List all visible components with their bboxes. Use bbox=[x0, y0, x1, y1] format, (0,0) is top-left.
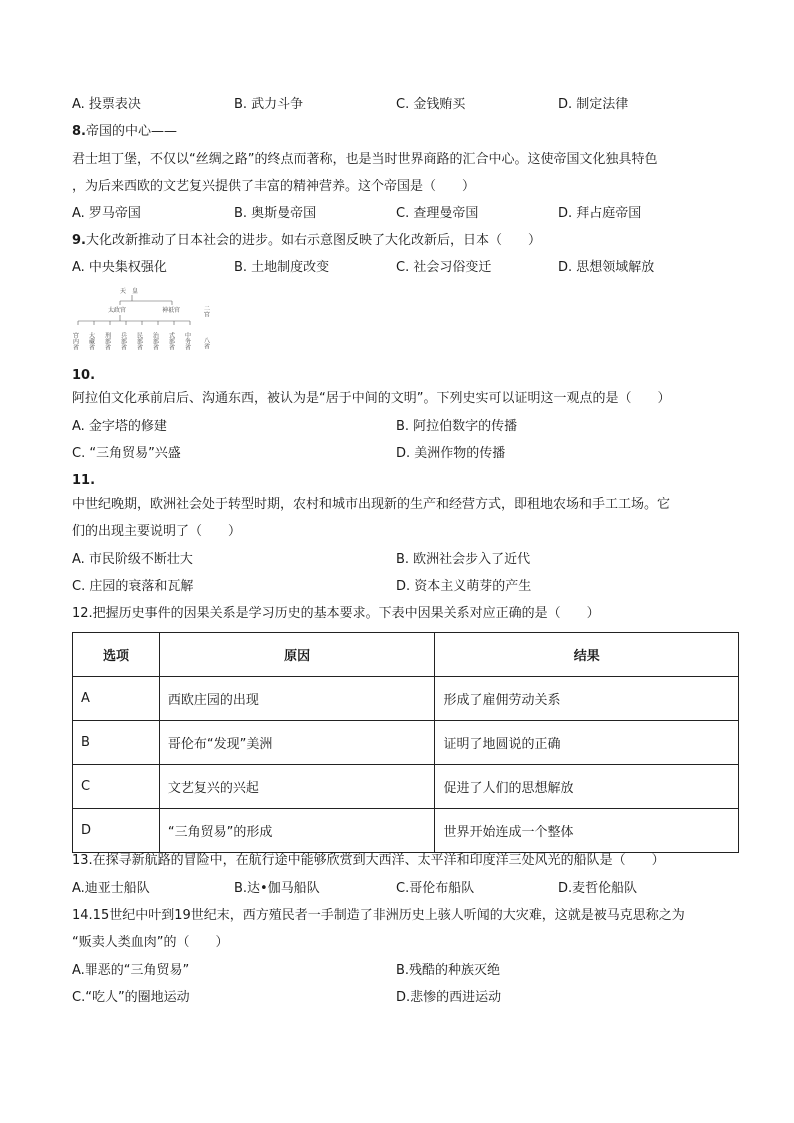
q13-option-b[interactable]: B.达•伽马船队 bbox=[234, 881, 320, 896]
q11-stem-line1: 中世纪晚期，欧洲社会处于转型时期，农村和城市出现新的生产和经营方式，即租地农场和手工工场。它 bbox=[72, 497, 671, 512]
table-row[interactable] bbox=[73, 721, 739, 765]
table-header: 结果 bbox=[435, 633, 739, 677]
q10-option-b[interactable]: B. 阿拉伯数字的传播 bbox=[396, 419, 518, 434]
table-cell: 证明了地圆说的正确 bbox=[435, 721, 739, 765]
q14-option-c[interactable]: C.“吃人”的圈地运动 bbox=[72, 990, 190, 1005]
table-cell: 促进了人们的思想解放 bbox=[435, 765, 739, 809]
diagram-ministry: 民部省 bbox=[135, 332, 143, 350]
table-header: 选项 bbox=[73, 633, 160, 677]
q9-option-a[interactable]: A. 中央集权强化 bbox=[72, 260, 167, 275]
table-cell: 形成了雇佣劳动关系 bbox=[435, 677, 739, 721]
q8-option-d[interactable]: D. 拜占庭帝国 bbox=[558, 206, 642, 221]
table-cell: 世界开始连成一个整体 bbox=[435, 809, 739, 853]
q10-stem: 阿拉伯文化承前启后、沟通东西，被认为是“居于中间的文明”。下列史实可以证明这一观点的是（ ） bbox=[72, 391, 671, 406]
table-cell: A bbox=[73, 677, 160, 721]
q7-option-c[interactable]: C. 金钱贿买 bbox=[396, 97, 466, 112]
diagram-ministry: 宫内省 bbox=[72, 332, 79, 350]
q13-option-c[interactable]: C.哥伦布船队 bbox=[396, 881, 475, 896]
q10-option-a[interactable]: A. 金字塔的修建 bbox=[72, 419, 167, 434]
table-cell: 哥伦布“发现”美洲 bbox=[159, 721, 435, 765]
q10-option-c[interactable]: C. “三角贸易”兴盛 bbox=[72, 446, 181, 461]
diagram-ministry: 兵部省 bbox=[119, 332, 127, 350]
q10-option-d[interactable]: D. 美洲作物的传播 bbox=[396, 446, 506, 461]
q11-stem-line2: 们的出现主要说明了（ ） bbox=[72, 524, 242, 539]
diagram-ministry: 大藏省 bbox=[87, 332, 95, 350]
table-cell: 文艺复兴的兴起 bbox=[159, 765, 435, 809]
q13-option-d[interactable]: D.麦哲伦船队 bbox=[558, 881, 638, 896]
q11-option-c[interactable]: C. 庄园的衰落和瓦解 bbox=[72, 579, 194, 594]
q11-option-d[interactable]: D. 资本主义萌芽的产生 bbox=[396, 579, 532, 594]
table-cell: D bbox=[73, 809, 160, 853]
q9-option-b[interactable]: B. 土地制度改变 bbox=[234, 260, 330, 275]
q8-option-b[interactable]: B. 奥斯曼帝国 bbox=[234, 206, 317, 221]
table-cell: “三角贸易”的形成 bbox=[159, 809, 435, 853]
q7-option-b[interactable]: B. 武力斗争 bbox=[234, 97, 304, 112]
q8-stem-line1: 君士坦丁堡，不仅以“丝绸之路”的终点而著称，也是当时世界商路的汇合中心。这使帝国文化独具特色 bbox=[72, 152, 658, 167]
table-row[interactable] bbox=[73, 809, 739, 853]
q13-stem: 13.在探寻新航路的冒险中，在航行途中能够欣赏到大西洋、太平洋和印度洋三处风光的船队是（ ） bbox=[72, 853, 665, 868]
diagram-eight-ministries: 八省 bbox=[202, 337, 210, 349]
taika-reform-diagram bbox=[72, 285, 220, 357]
table-header-row bbox=[73, 633, 739, 677]
q14-option-b[interactable]: B.残酷的种族灭绝 bbox=[396, 963, 501, 978]
diagram-ministry: 治部省 bbox=[151, 332, 159, 350]
table-cell: C bbox=[73, 765, 160, 809]
diagram-emperor: 天 皇 bbox=[120, 288, 139, 295]
cause-effect-table bbox=[72, 632, 739, 853]
q12-stem: 12.把握历史事件的因果关系是学习历史的基本要求。下表中因果关系对应正确的是（ ） bbox=[72, 606, 600, 621]
q14-stem-line2: “贩卖人类血肉”的（ ） bbox=[72, 935, 229, 950]
table-header: 原因 bbox=[159, 633, 435, 677]
q14-option-d[interactable]: D.悲惨的西进运动 bbox=[396, 990, 502, 1005]
q9-stem bbox=[72, 231, 541, 251]
q7-option-d[interactable]: D. 制定法律 bbox=[558, 97, 629, 112]
q14-option-a[interactable]: A.罪恶的“三角贸易” bbox=[72, 963, 190, 978]
table-cell: B bbox=[73, 721, 160, 765]
q14-stem-line1: 14.15世纪中叶到19世纪末，西方殖民者一手制造了非洲历史上骇人听闻的大灾难，这就是被马克思称之为 bbox=[72, 908, 685, 923]
q11-number: 11. bbox=[72, 473, 96, 488]
q8-number: 8. bbox=[72, 124, 86, 139]
diagram-two-offices: 二官 bbox=[202, 305, 210, 317]
q10-number: 10. bbox=[72, 368, 96, 383]
q8-heading-text: 帝国的中心—— bbox=[85, 124, 177, 139]
diagram-ministry: 中务省 bbox=[183, 332, 191, 350]
q11-option-b[interactable]: B. 欧洲社会步入了近代 bbox=[396, 552, 531, 567]
table-cell: 西欧庄园的出现 bbox=[159, 677, 435, 721]
q9-stem-text: 大化改新推动了日本社会的进步。如右示意图反映了大化改新后，日本（ ） bbox=[85, 233, 541, 248]
diagram-jingikan: 神祇官 bbox=[162, 307, 181, 314]
q9-option-c[interactable]: C. 社会习俗变迁 bbox=[396, 260, 492, 275]
diagram-ministries bbox=[72, 331, 191, 351]
q8-heading bbox=[72, 122, 177, 142]
diagram-ministry: 式部省 bbox=[167, 332, 175, 350]
q8-option-c[interactable]: C. 查理曼帝国 bbox=[396, 206, 479, 221]
q9-option-d[interactable]: D. 思想领域解放 bbox=[558, 260, 655, 275]
q9-number: 9. bbox=[72, 233, 86, 248]
q8-stem-line2: ，为后来西欧的文艺复兴提供了丰富的精神营养。这个帝国是（ ） bbox=[72, 179, 476, 194]
q7-option-a[interactable]: A. 投票表决 bbox=[72, 97, 141, 112]
table-row[interactable] bbox=[73, 677, 739, 721]
diagram-ministry: 刑部省 bbox=[103, 332, 111, 350]
q8-option-a[interactable]: A. 罗马帝国 bbox=[72, 206, 141, 221]
table-row[interactable] bbox=[73, 765, 739, 809]
q11-option-a[interactable]: A. 市民阶级不断壮大 bbox=[72, 552, 193, 567]
diagram-daijokan: 太政官 bbox=[108, 307, 127, 314]
q13-option-a[interactable]: A.迪亚士船队 bbox=[72, 881, 150, 896]
